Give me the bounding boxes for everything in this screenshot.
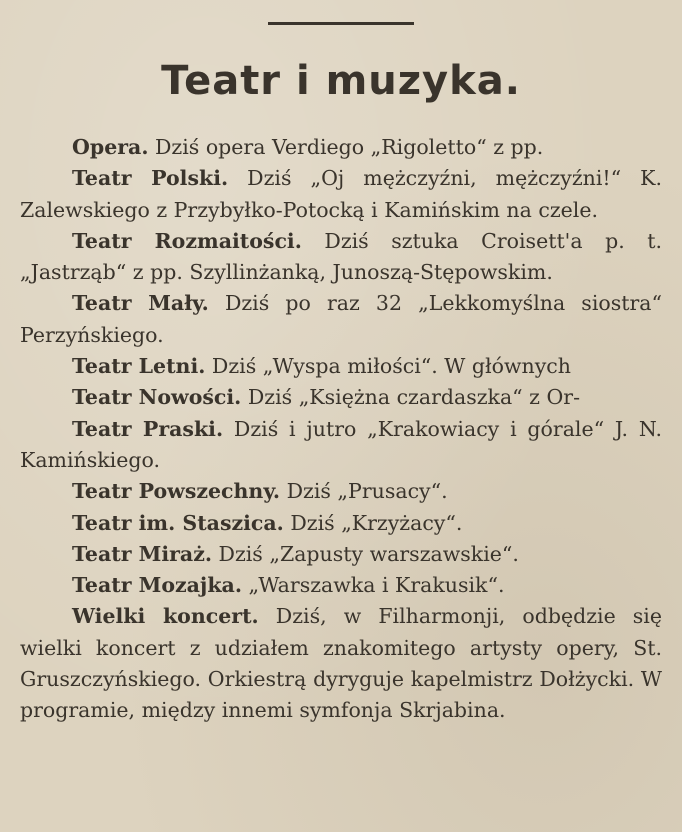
entry-text: Dziś opera Verdiego „Rigoletto“ z pp. <box>155 135 544 159</box>
entry-text: Dziś „Oj mężczyźni, mężczyźni!“ K. Zalewskiego z Przybyłko-Potocką i Kamińskim na czele. <box>20 166 662 222</box>
entry-name: Teatr Rozmaitości. <box>72 228 302 253</box>
entry-text: Dziś „Księżna czardaszka“ z Or- <box>247 385 581 410</box>
entry-text: Dziś „Zapusty warszawskie“. <box>218 541 519 566</box>
entry-name: Teatr Powszechny. <box>72 479 281 504</box>
entry-teatr-polski <box>20 163 662 226</box>
entry-text: Dziś „Prusacy“. <box>286 479 448 504</box>
entry-text: Dziś po raz 32 „Lekkomyślna siostra“ Perzyńskiego. <box>20 291 662 347</box>
entry-name: Teatr Polski. <box>72 166 229 191</box>
entry-text: Dziś „Wyspa miłości“. W głównych <box>211 354 571 379</box>
entry-name: Teatr Mały. <box>72 291 209 316</box>
article-body <box>20 132 662 727</box>
entry-text: Dziś sztuka Croisett'a p. t. „Jastrząb“ z pp. Szyllinżanką, Junoszą-Stępowskim. <box>20 228 662 285</box>
entry-teatr-mozajka <box>20 570 662 601</box>
section-title: Teatr i muzyka. <box>161 58 521 104</box>
entry-name: Teatr Praski. <box>72 416 224 441</box>
entry-name: Teatr Letni. <box>72 354 206 379</box>
entry-text: Dziś „Krzyżacy“. <box>290 510 463 535</box>
entry-teatr-powszechny <box>20 476 662 507</box>
entry-text: Dziś i jutro „Krakowiacy i górale“ J. N. Kamińskiego. <box>20 416 662 472</box>
header-rule <box>268 22 414 25</box>
entry-name: Teatr Nowości. <box>72 385 242 410</box>
entry-teatr-letni <box>20 351 662 382</box>
entry-name: Teatr im. Staszica. <box>72 510 284 535</box>
entry-text: Dziś, w Filharmonji, odbędzie się wielki koncert z udziałem znakomitego artysty opery, St. Gruszczyńskiego. Orkiestrą dyryguje kapelmistrz Dołżycki. W programie, między innemi symfonja Skrjabina. <box>20 604 662 723</box>
entry-teatr-nowosci <box>20 382 662 413</box>
entry-wielki-koncert <box>20 601 662 726</box>
entry-name: Teatr Mozajka. <box>72 573 242 598</box>
entry-teatr-miraz <box>20 539 662 570</box>
entry-teatr-rozmaitosci <box>20 226 662 289</box>
entry-opera <box>20 132 662 163</box>
entry-teatr-staszica <box>20 508 662 539</box>
entry-name: Wielki koncert. <box>72 604 259 629</box>
entry-text: „Warszawka i Krakusik“. <box>248 573 505 598</box>
entry-name: Teatr Miraż. <box>72 541 212 566</box>
entry-teatr-praski <box>20 414 662 477</box>
entry-name: Opera. <box>72 135 149 159</box>
entry-teatr-maly <box>20 288 662 351</box>
